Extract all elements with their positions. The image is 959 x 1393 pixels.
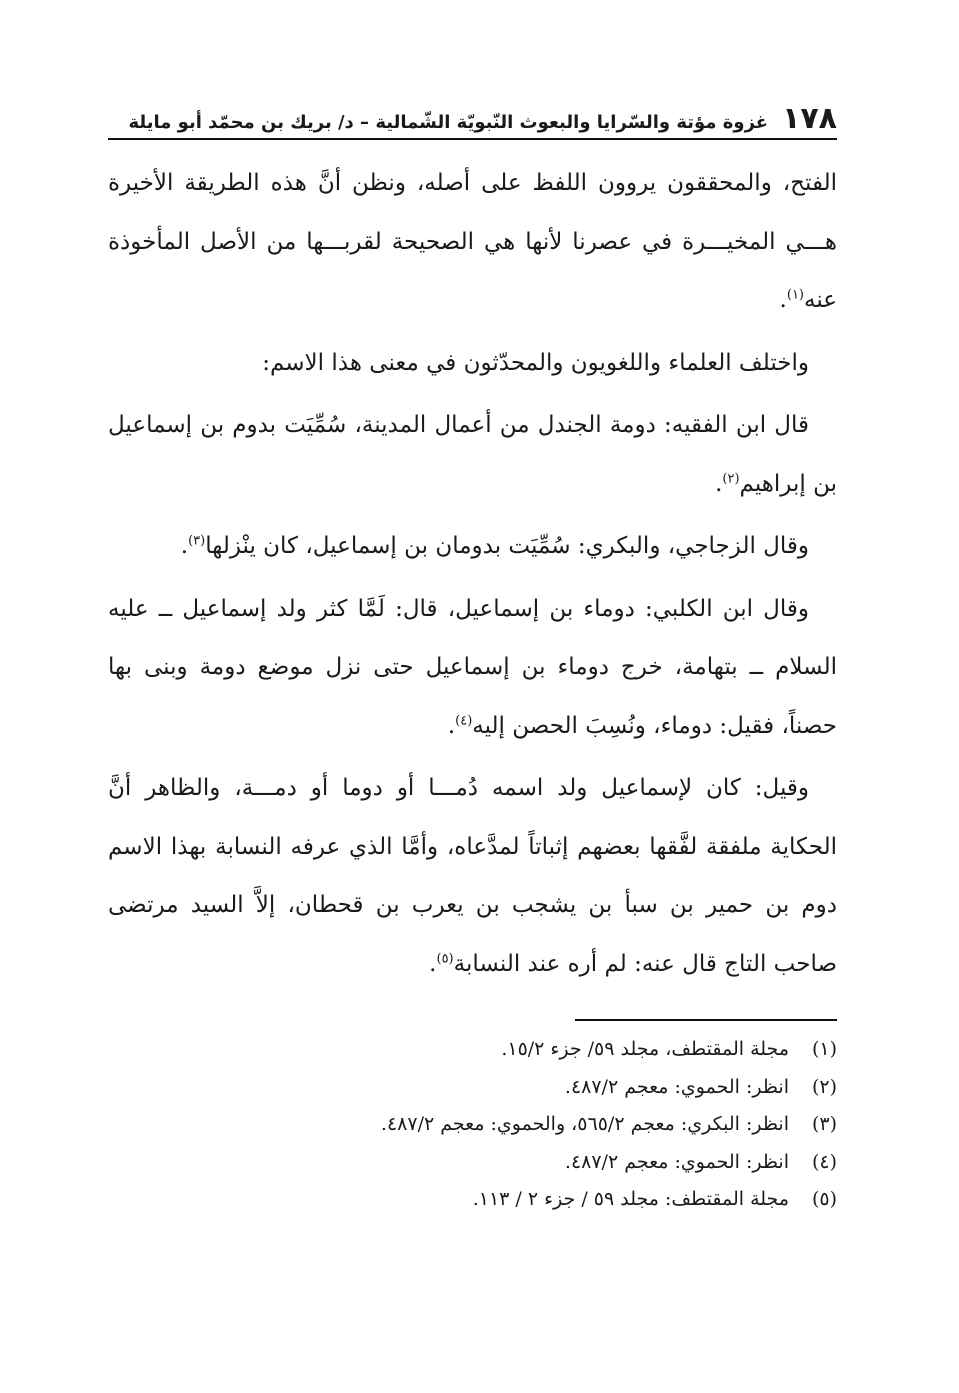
- running-title: غزوة مؤتة والسّرايا والبعوث النّبويّة الشّمالية – د/ بريك بن محمّد أبو مايلة: [128, 112, 769, 133]
- footnote: [108, 1106, 837, 1144]
- footnote-number: (١): [811, 1038, 837, 1060]
- running-header: [108, 90, 837, 140]
- book-page: [108, 90, 837, 1219]
- footnote-ref: (٢): [722, 470, 740, 486]
- footnote-number: (٢): [811, 1075, 837, 1098]
- paragraph: وقال الزجاجي، والبكري: سُمِّيَت بدومان بن إسماعيل، كان ينْزلها$^{(٣)}$.: [180, 533, 809, 559]
- footnote-ref: (٣): [188, 533, 206, 549]
- footnote-number: (٣): [811, 1113, 837, 1135]
- footnote-text: انظر: الحموي: معجم ٤٨٧/٢.: [564, 1150, 789, 1173]
- footnote-divider: [575, 1019, 837, 1021]
- footnote: [108, 1144, 837, 1182]
- footnote: [108, 1181, 837, 1219]
- footnote-ref: (٤): [455, 712, 473, 728]
- footnote-text: انظر: البكري: معجم ٥٦٥/٢، والحموي: معجم ٤٨٧/٢.: [380, 1113, 789, 1135]
- footnote-text: مجلة المقتطف، مجلد ٥٩/ جزء ١٥/٢.: [501, 1038, 789, 1060]
- footnote-number: (٥): [811, 1188, 837, 1210]
- page-number: ١٧٨: [782, 101, 837, 136]
- paragraph: وقال ابن الكلبي: دوماء بن إسماعيل، قال: لَمَّا كثر ولد إسماعيل ــ عليه السلام ــ بتهامة، خرج دوماء بن إسماعيل حتى نزل موضع دومة وبنى بها حصناً، فقيل: دوماء، ونُسِبَ الحصن إليه$^{(٤)}$.: [108, 595, 837, 739]
- paragraph: وقيل: كان لإسماعيل ولد اسمه دُمـــا أو دوما أو دمـــة، والظاهر أنَّ الحكاية ملفقة لفَّقها بعضهم إثباتاً لمدَّعاه، وأمَّا الذي عرفه النسابة بهذا الاسم دوم بن حمير بن سبأ بن يشجب بن يعرب بن قحطان، إلاَّ السيد مرتضى صاحب التاج قال عنه: لم أره عند النسابة$^{(٥)}$.: [108, 775, 837, 977]
- footnotes: [108, 1031, 837, 1219]
- paragraph: قال ابن الفقيه: دومة الجندل من أعمال المدينة، سُمِّيَت بدوم بن إسماعيل بن إبراهيم$^{(٢)}$.: [108, 412, 837, 497]
- paragraph: واختلف العلماء واللغويون والمحدّثون في معنى هذا الاسم:: [262, 349, 809, 376]
- footnote-text: مجلة المقتطف: مجلد ٥٩ / جزء ٢ / ١١٣.: [472, 1188, 789, 1210]
- footnote-number: (٤): [811, 1150, 837, 1173]
- footnote-ref: (٥): [436, 950, 454, 966]
- footnote: [108, 1031, 837, 1069]
- footnote: [108, 1069, 837, 1107]
- main-text: [108, 154, 837, 993]
- footnote-text: انظر: الحموي: معجم ٤٨٧/٢.: [564, 1075, 789, 1098]
- paragraph: الفتح، والمحققون يروون اللفظ على أصله، ونظن أنَّ هذه الطريقة الأخيرة هـــي المخيـــرة في عصرنا لأنها هي الصحيحة لقربـــها من الأصل المأخوذة عنه$^{(١)}$.: [108, 170, 837, 313]
- footnote-ref: (١): [786, 287, 804, 303]
